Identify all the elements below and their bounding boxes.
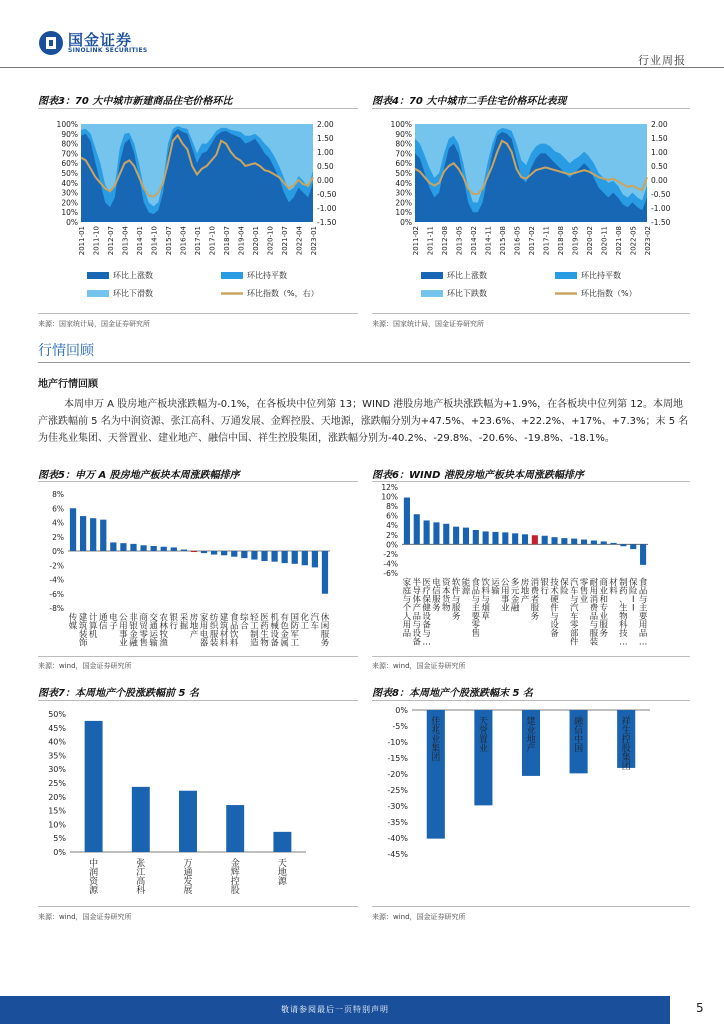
fig7-ytick: 10% bbox=[48, 820, 66, 830]
fig5-ytick: 4% bbox=[52, 518, 64, 528]
fig7-ytick: 20% bbox=[48, 792, 66, 802]
fig4-ytick-left: 50% bbox=[395, 169, 412, 178]
fig8-ytick: -10% bbox=[387, 738, 408, 747]
fig6-category-label: 耐用消费品与服装 bbox=[589, 578, 599, 648]
section-title: 行情回顾 bbox=[38, 343, 94, 359]
fig6-bar bbox=[522, 534, 528, 544]
fig5-category-label: 综合 bbox=[240, 613, 249, 632]
fig5-category-label: 采掘 bbox=[179, 613, 189, 632]
subsection-title: 地产行情回顾 bbox=[38, 379, 98, 390]
fig5-ytick: 2% bbox=[52, 532, 64, 542]
fig7-category-label: 万通发展 bbox=[183, 859, 193, 896]
fig5-bar bbox=[241, 551, 247, 558]
fig4-ytick-right: 1.50 bbox=[651, 134, 668, 143]
section-rule bbox=[38, 362, 690, 363]
fig4-xtick: 2019-05 bbox=[571, 226, 580, 256]
fig7-ytick: 5% bbox=[53, 834, 66, 844]
fig6-bar bbox=[473, 530, 479, 544]
fig6-source: 来源：wind，国金证券研究所 bbox=[372, 662, 466, 670]
fig5-chart bbox=[38, 484, 358, 656]
fig4-legend-swatch bbox=[421, 290, 443, 297]
fig3-chart bbox=[38, 112, 358, 312]
fig5-bar bbox=[201, 551, 207, 553]
fig6-category-label: 饮料与烟草 bbox=[481, 578, 490, 622]
fig6-category-label: 保险 bbox=[560, 578, 569, 597]
fig7-ytick: 35% bbox=[48, 751, 66, 761]
fig4-ytick-left: 20% bbox=[395, 198, 412, 208]
fig6-ytick: 2% bbox=[386, 530, 398, 540]
fig6-bar bbox=[620, 544, 626, 546]
fig5-bar bbox=[231, 551, 237, 557]
brand-name-cn: 国金证券 bbox=[68, 31, 133, 49]
fig3-title: 图表3：70 大中城市新建商品住宅价格环比 bbox=[38, 96, 233, 107]
fig4-xtick: 2014-11 bbox=[484, 226, 493, 256]
fig6-category-label: 技术硬件与设备 bbox=[550, 578, 559, 639]
fig4-source-rule bbox=[372, 313, 690, 314]
fig4-ytick-left: 10% bbox=[395, 208, 412, 218]
fig8-title-rule bbox=[372, 700, 690, 701]
brand-name-en: SINOLINK SECURITIES bbox=[68, 47, 148, 54]
fig4-xtick: 2021-08 bbox=[615, 226, 623, 256]
fig4-xtick: 2012-08 bbox=[441, 226, 449, 256]
fig5-category-label: 计算机 bbox=[88, 613, 98, 640]
fig3-xtick: 2011-10 bbox=[92, 226, 101, 256]
fig5-bar bbox=[151, 546, 157, 551]
fig6-category-label: 多元金融 bbox=[510, 578, 520, 614]
fig6-bar bbox=[463, 528, 469, 545]
fig3-legend-label: 环比上涨数 bbox=[113, 271, 153, 280]
fig6-category-label: 家庭与个人用品 bbox=[402, 578, 412, 639]
fig5-bar bbox=[261, 551, 267, 561]
fig5-category-label: 纺织服装 bbox=[209, 613, 219, 649]
fig6-category-label: 电信服务 bbox=[432, 578, 441, 614]
fig3-ytick-left: 90% bbox=[61, 129, 78, 139]
page-number: 5 bbox=[696, 1001, 704, 1015]
fig7-bar bbox=[226, 805, 244, 852]
fig3-source: 来源：国家统计局，国金证券研究所 bbox=[38, 320, 150, 328]
fig6-category-label: 半导体产品与设备 bbox=[412, 578, 422, 648]
fig3-ytick-left: 70% bbox=[61, 149, 78, 159]
fig3-ytick-left: 80% bbox=[61, 139, 78, 149]
fig7-bar bbox=[179, 791, 197, 852]
fig6-category-label: 制药、生物科技… bbox=[619, 578, 628, 648]
fig7-ytick: 0% bbox=[53, 848, 66, 857]
fig8-ytick: -20% bbox=[387, 770, 408, 779]
fig7-title-rule bbox=[38, 700, 358, 701]
fig3-xtick: 2013-04 bbox=[121, 226, 130, 256]
fig3-legend-swatch bbox=[87, 290, 109, 297]
fig7-source: 来源：wind，国金证券研究所 bbox=[38, 913, 132, 921]
fig5-category-label: 家用电器 bbox=[199, 613, 209, 649]
fig4-ytick-left: 100% bbox=[390, 120, 412, 129]
fig4-ytick-left: 30% bbox=[395, 188, 412, 198]
fig5-ytick: -4% bbox=[49, 575, 64, 585]
fig6-bar bbox=[443, 524, 449, 545]
fig5-bar bbox=[211, 551, 217, 555]
fig5-bar bbox=[302, 551, 308, 565]
fig4-xtick: 2011-11 bbox=[426, 226, 435, 256]
fig6-category-label: 食品与主要零售 bbox=[471, 578, 481, 639]
fig4-xtick: 2018-08 bbox=[557, 226, 565, 256]
fig4-ytick-left: 80% bbox=[395, 139, 412, 149]
fig7-bar bbox=[85, 721, 103, 852]
fig6-category-label: 软件与服务 bbox=[451, 578, 461, 622]
fig5-ytick: -6% bbox=[49, 589, 64, 599]
fig4-ytick-left: 40% bbox=[395, 178, 412, 188]
fig6-bar bbox=[591, 541, 597, 545]
fig5-ytick: -8% bbox=[49, 604, 64, 613]
fig3-ytick-left: 0% bbox=[66, 218, 78, 227]
fig6-category-label: 公用事业 bbox=[501, 578, 510, 614]
fig3-title-rule bbox=[38, 108, 358, 109]
fig6-bar bbox=[424, 520, 430, 544]
fig3-ytick-right: 2.00 bbox=[317, 120, 334, 129]
fig3-ytick-left: 10% bbox=[61, 208, 78, 218]
fig7-bar bbox=[132, 787, 150, 852]
header-divider bbox=[0, 67, 724, 68]
fig5-bar bbox=[120, 543, 126, 551]
fig4-ytick-right: 0.00 bbox=[651, 176, 668, 185]
fig5-bar bbox=[322, 551, 328, 594]
fig5-bar bbox=[140, 545, 146, 551]
fig4-ytick-left: 0% bbox=[400, 218, 412, 227]
fig6-category-label: 运输 bbox=[491, 578, 500, 597]
fig5-category-label: 通信 bbox=[99, 613, 108, 632]
fig5-category-label: 商贸零售 bbox=[139, 613, 148, 649]
fig5-bar bbox=[271, 551, 277, 562]
fig8-ytick: 0% bbox=[395, 706, 408, 715]
fig6-bar bbox=[601, 541, 607, 544]
fig6-bar bbox=[630, 544, 636, 549]
fig4-legend-swatch bbox=[555, 272, 577, 279]
footer-disclaimer: 敬请参阅最后一页特别声明 bbox=[281, 1005, 389, 1014]
fig3-xtick: 2018-07 bbox=[223, 226, 231, 256]
fig4-xtick: 2020-02 bbox=[586, 226, 594, 256]
fig5-category-label: 机械设备 bbox=[270, 613, 279, 649]
fig3-legend-label: 环比持平数 bbox=[247, 271, 287, 280]
fig5-category-label: 银行 bbox=[169, 613, 179, 632]
fig5-title-rule bbox=[38, 481, 358, 482]
fig6-category-label: 食品与主要用品… bbox=[638, 578, 648, 648]
fig4-xtick: 2015-08 bbox=[499, 226, 507, 256]
fig5-bar bbox=[70, 508, 76, 551]
fig5-ytick: 8% bbox=[52, 490, 64, 499]
fig6-category-label: 医疗保健设备与… bbox=[422, 578, 431, 648]
fig3-ytick-right: -1.50 bbox=[317, 218, 337, 227]
fig5-bar bbox=[80, 516, 86, 551]
fig3-legend-swatch bbox=[221, 272, 243, 279]
fig5-category-label: 休闲服务 bbox=[320, 613, 330, 649]
fig6-bar bbox=[571, 539, 577, 545]
fig4-legend-label: 环比上涨数 bbox=[447, 271, 487, 280]
fig4-title: 图表4：70 大中城市二手住宅价格环比表现 bbox=[372, 96, 567, 107]
fig5-ytick: 6% bbox=[52, 504, 64, 514]
fig7-ytick: 45% bbox=[48, 723, 66, 733]
fig3-xtick: 2016-04 bbox=[179, 226, 188, 256]
fig7-category-label: 张江高科 bbox=[136, 859, 146, 896]
fig6-category-label: 银行 bbox=[540, 578, 549, 597]
fig6-ytick: -2% bbox=[383, 549, 398, 559]
fig6-category-label: 汽车与汽车零部件 bbox=[569, 578, 579, 648]
fig4-xtick: 2017-02 bbox=[528, 226, 536, 256]
fig6-ytick: 6% bbox=[386, 511, 398, 521]
fig4-ytick-right: 2.00 bbox=[651, 120, 668, 129]
fig8-category-label: 天誉置业 bbox=[478, 717, 488, 754]
fig8-category-label: 建业地产 bbox=[526, 717, 536, 754]
fig4-ytick-right: 1.00 bbox=[651, 148, 668, 157]
fig4-xtick: 2017-11 bbox=[542, 226, 551, 256]
fig5-category-label: 电子 bbox=[109, 613, 118, 632]
fig6-ytick: 0% bbox=[386, 540, 398, 550]
fig7-category-label: 金辉控股 bbox=[230, 859, 240, 896]
fig4-legend-label: 环比指数（%） bbox=[581, 289, 637, 298]
fig6-bar bbox=[433, 522, 439, 544]
fig3-xtick: 2014-10 bbox=[150, 226, 159, 256]
fig8-title: 图表8：本周地产个股涨跌幅末 5 名 bbox=[372, 688, 533, 699]
fig8-ytick: -30% bbox=[387, 802, 408, 811]
fig3-xtick: 2020-10 bbox=[266, 226, 275, 256]
fig4-ytick-right: 0.50 bbox=[651, 162, 668, 171]
fig7-title: 图表7：本周地产个股涨跌幅前 5 名 bbox=[38, 688, 199, 699]
fig5-bar bbox=[251, 551, 257, 560]
fig3-xtick: 2014-01 bbox=[136, 226, 144, 256]
fig3-legend-swatch bbox=[87, 272, 109, 279]
fig4-xtick: 2011-02 bbox=[412, 226, 420, 256]
fig3-source-rule bbox=[38, 313, 358, 314]
fig4-xtick: 2014-02 bbox=[470, 226, 478, 256]
fig7-source-rule bbox=[38, 906, 358, 907]
fig6-category-label: 保险 I I bbox=[628, 578, 638, 614]
fig8-ytick: -5% bbox=[392, 722, 408, 731]
fig7-ytick: 25% bbox=[48, 779, 66, 788]
fig6-ytick: 10% bbox=[381, 492, 398, 502]
fig6-bar bbox=[492, 532, 498, 544]
fig5-category-label: 轻工制造 bbox=[250, 613, 259, 649]
fig3-xtick: 2011-01 bbox=[78, 226, 86, 256]
fig3-ytick-left: 20% bbox=[61, 198, 78, 208]
fig5-category-label: 建筑材料 bbox=[219, 613, 229, 649]
fig3-xtick: 2017-10 bbox=[208, 226, 217, 256]
fig5-bar bbox=[90, 518, 96, 551]
fig5-category-label: 房地产 bbox=[189, 613, 199, 640]
fig4-xtick: 2020-11 bbox=[600, 226, 609, 256]
fig4-title-rule bbox=[372, 108, 690, 109]
fig6-bar bbox=[611, 543, 617, 544]
fig6-bar bbox=[404, 498, 410, 545]
fig5-category-label: 交通运输 bbox=[149, 613, 158, 649]
fig6-source-rule bbox=[372, 656, 690, 657]
fig7-category-label: 中润资源 bbox=[89, 859, 99, 896]
fig5-category-label: 化工 bbox=[300, 613, 310, 632]
fig3-ytick-left: 30% bbox=[61, 188, 78, 198]
fig8-ytick: -25% bbox=[387, 786, 408, 795]
fig3-xtick: 2017-01 bbox=[194, 226, 202, 256]
fig6-bar bbox=[414, 514, 420, 544]
fig5-bar bbox=[292, 551, 298, 564]
fig6-ytick: 8% bbox=[386, 502, 398, 512]
fig8-chart bbox=[372, 704, 692, 906]
fig5-bar bbox=[221, 551, 227, 555]
fig5-bar bbox=[130, 544, 136, 551]
fig5-category-label: 农林牧渔 bbox=[159, 613, 168, 649]
fig6-category-label: 材料 bbox=[609, 578, 618, 597]
fig8-ytick: -45% bbox=[387, 850, 408, 859]
fig3-legend-label: 环比指数（%，右） bbox=[247, 289, 319, 298]
fig6-ytick: -4% bbox=[383, 559, 398, 569]
fig7-ytick: 30% bbox=[48, 765, 66, 775]
fig4-ytick-right: -1.50 bbox=[651, 218, 671, 227]
fig4-ytick-left: 90% bbox=[395, 129, 412, 139]
fig8-source: 来源：wind，国金证券研究所 bbox=[372, 913, 466, 921]
fig6-bar bbox=[453, 527, 459, 545]
fig5-bar bbox=[110, 542, 116, 551]
fig5-category-label: 食品饮料 bbox=[230, 613, 239, 649]
fig6-category-label: 商业和专业服务 bbox=[599, 578, 608, 639]
fig5-source: 来源：wind，国金证券研究所 bbox=[38, 662, 132, 670]
fig4-source: 来源：国家统计局，国金证券研究所 bbox=[372, 320, 484, 328]
fig4-ytick-left: 60% bbox=[395, 159, 412, 169]
fig4-xtick: 2016-05 bbox=[513, 226, 522, 256]
fig6-category-label: 零售业 bbox=[579, 578, 589, 605]
fig5-category-label: 国防军工 bbox=[290, 613, 299, 649]
fig4-chart bbox=[372, 112, 692, 312]
fig5-bar bbox=[191, 551, 197, 552]
fig6-bar bbox=[512, 533, 518, 544]
fig5-category-label: 建筑装饰 bbox=[78, 613, 88, 649]
fig3-ytick-left: 60% bbox=[61, 159, 78, 169]
fig7-category-label: 天地源 bbox=[277, 859, 287, 887]
fig8-category-label: 祥生控股集团 bbox=[621, 717, 631, 772]
fig6-title: 图表6：WIND 港股房地产板块本周涨跌幅排序 bbox=[372, 470, 584, 481]
fig7-ytick: 40% bbox=[48, 737, 66, 747]
fig5-bar bbox=[161, 547, 167, 551]
fig6-category-label: 房地产 bbox=[520, 578, 530, 605]
fig8-source-rule bbox=[372, 906, 690, 907]
fig8-category-label: 融信中国 bbox=[574, 717, 584, 754]
fig6-bar bbox=[532, 535, 538, 544]
fig3-ytick-right: -0.50 bbox=[317, 190, 337, 199]
fig5-bar bbox=[312, 551, 318, 567]
fig5-category-label: 公用事业 bbox=[119, 613, 128, 649]
fig8-ytick: -35% bbox=[387, 818, 408, 827]
fig6-bar bbox=[640, 544, 646, 565]
fig5-bar bbox=[171, 547, 177, 551]
fig5-category-label: 传媒 bbox=[68, 613, 78, 632]
fig6-bar bbox=[483, 531, 489, 544]
fig8-ytick: -15% bbox=[387, 754, 408, 763]
fig3-xtick: 2012-07 bbox=[107, 226, 115, 256]
fig3-xtick: 2020-01 bbox=[252, 226, 260, 256]
fig5-category-label: 医药生物 bbox=[260, 613, 269, 649]
fig6-ytick: 12% bbox=[381, 483, 398, 492]
fig3-xtick: 2015-07 bbox=[165, 226, 173, 256]
fig5-category-label: 有色金属 bbox=[280, 613, 289, 649]
fig6-bar bbox=[542, 536, 548, 545]
fig5-category-label: 非银金融 bbox=[129, 613, 138, 649]
footer-bar bbox=[0, 996, 670, 1024]
fig4-ytick-right: -1.00 bbox=[651, 204, 671, 213]
fig6-chart bbox=[372, 482, 692, 656]
sinolink-logo-icon bbox=[38, 30, 64, 56]
fig6-category-label: 资本货物 bbox=[442, 578, 451, 614]
fig4-legend-swatch bbox=[421, 272, 443, 279]
fig5-source-rule bbox=[38, 656, 358, 657]
fig5-ytick: 0% bbox=[52, 547, 64, 556]
fig4-legend-label: 环比持平数 bbox=[581, 271, 621, 280]
report-type: 行业周报 bbox=[638, 54, 686, 67]
fig3-xtick: 2023-01 bbox=[310, 226, 318, 256]
fig7-chart bbox=[38, 704, 358, 906]
fig4-xtick: 2013-05 bbox=[455, 226, 464, 256]
fig3-ytick-right: 0.50 bbox=[317, 162, 334, 171]
fig4-xtick: 2023-02 bbox=[644, 226, 652, 256]
fig3-xtick: 2021-07 bbox=[281, 226, 289, 256]
fig6-bar bbox=[551, 537, 557, 544]
fig8-ytick: -40% bbox=[387, 834, 408, 843]
fig6-category-label: 消费者服务 bbox=[530, 578, 540, 622]
fig3-ytick-right: 1.50 bbox=[317, 134, 334, 143]
fig8-category-label: 佳兆业集团 bbox=[431, 717, 441, 763]
fig4-legend-label: 环比下跌数 bbox=[447, 289, 487, 298]
fig5-bar bbox=[181, 550, 187, 551]
fig3-ytick-right: 0.00 bbox=[317, 176, 334, 185]
fig6-bar bbox=[502, 532, 508, 544]
fig3-ytick-left: 100% bbox=[56, 120, 78, 129]
fig4-ytick-right: -0.50 bbox=[651, 190, 671, 199]
summary-paragraph: 本周申万 A 股房地产板块涨跌幅为-0.1%，在各板块中位列第 13；WIND 港股房地产板块涨跌幅为+1.9%，在各板块中位列第 12。本周地产涨跌幅前 5 名为中润资源、张江高科、万通发展、金辉控股、天地源，涨跌幅分别为+47.5%、+23.6%、+22.2%、+17%、+7.3%；末 5 名为佳兆业集团、天誉置业、建业地产、融信中国、祥生控股集团，涨跌幅分别为-40.2%、-29.8%、-20.6%、-19.8%、-18.1%。 bbox=[38, 399, 689, 444]
fig5-bar bbox=[100, 520, 106, 551]
fig7-bar bbox=[273, 832, 291, 852]
fig3-xtick: 2022-04 bbox=[295, 226, 304, 256]
fig3-legend-label: 环比下滑数 bbox=[113, 289, 153, 298]
fig6-bar bbox=[561, 538, 567, 544]
fig6-category-label: 能源 bbox=[461, 578, 471, 597]
fig5-title: 图表5：申万 A 股房地产板块本周涨跌幅排序 bbox=[38, 470, 240, 481]
fig6-ytick: -6% bbox=[383, 569, 398, 578]
fig5-category-label: 汽车 bbox=[310, 613, 320, 632]
fig7-ytick: 15% bbox=[48, 806, 66, 816]
fig6-ytick: 4% bbox=[386, 521, 398, 531]
fig7-ytick: 50% bbox=[48, 710, 66, 719]
fig4-ytick-left: 70% bbox=[395, 149, 412, 159]
fig3-xtick: 2019-04 bbox=[237, 226, 246, 256]
fig3-ytick-left: 50% bbox=[61, 169, 78, 178]
fig6-bar bbox=[581, 540, 587, 545]
fig5-ytick: -2% bbox=[49, 561, 64, 571]
fig4-xtick: 2022-05 bbox=[629, 226, 638, 256]
fig5-bar bbox=[282, 551, 288, 563]
fig3-ytick-left: 40% bbox=[61, 178, 78, 188]
fig3-ytick-right: 1.00 bbox=[317, 148, 334, 157]
fig3-ytick-right: -1.00 bbox=[317, 204, 337, 213]
